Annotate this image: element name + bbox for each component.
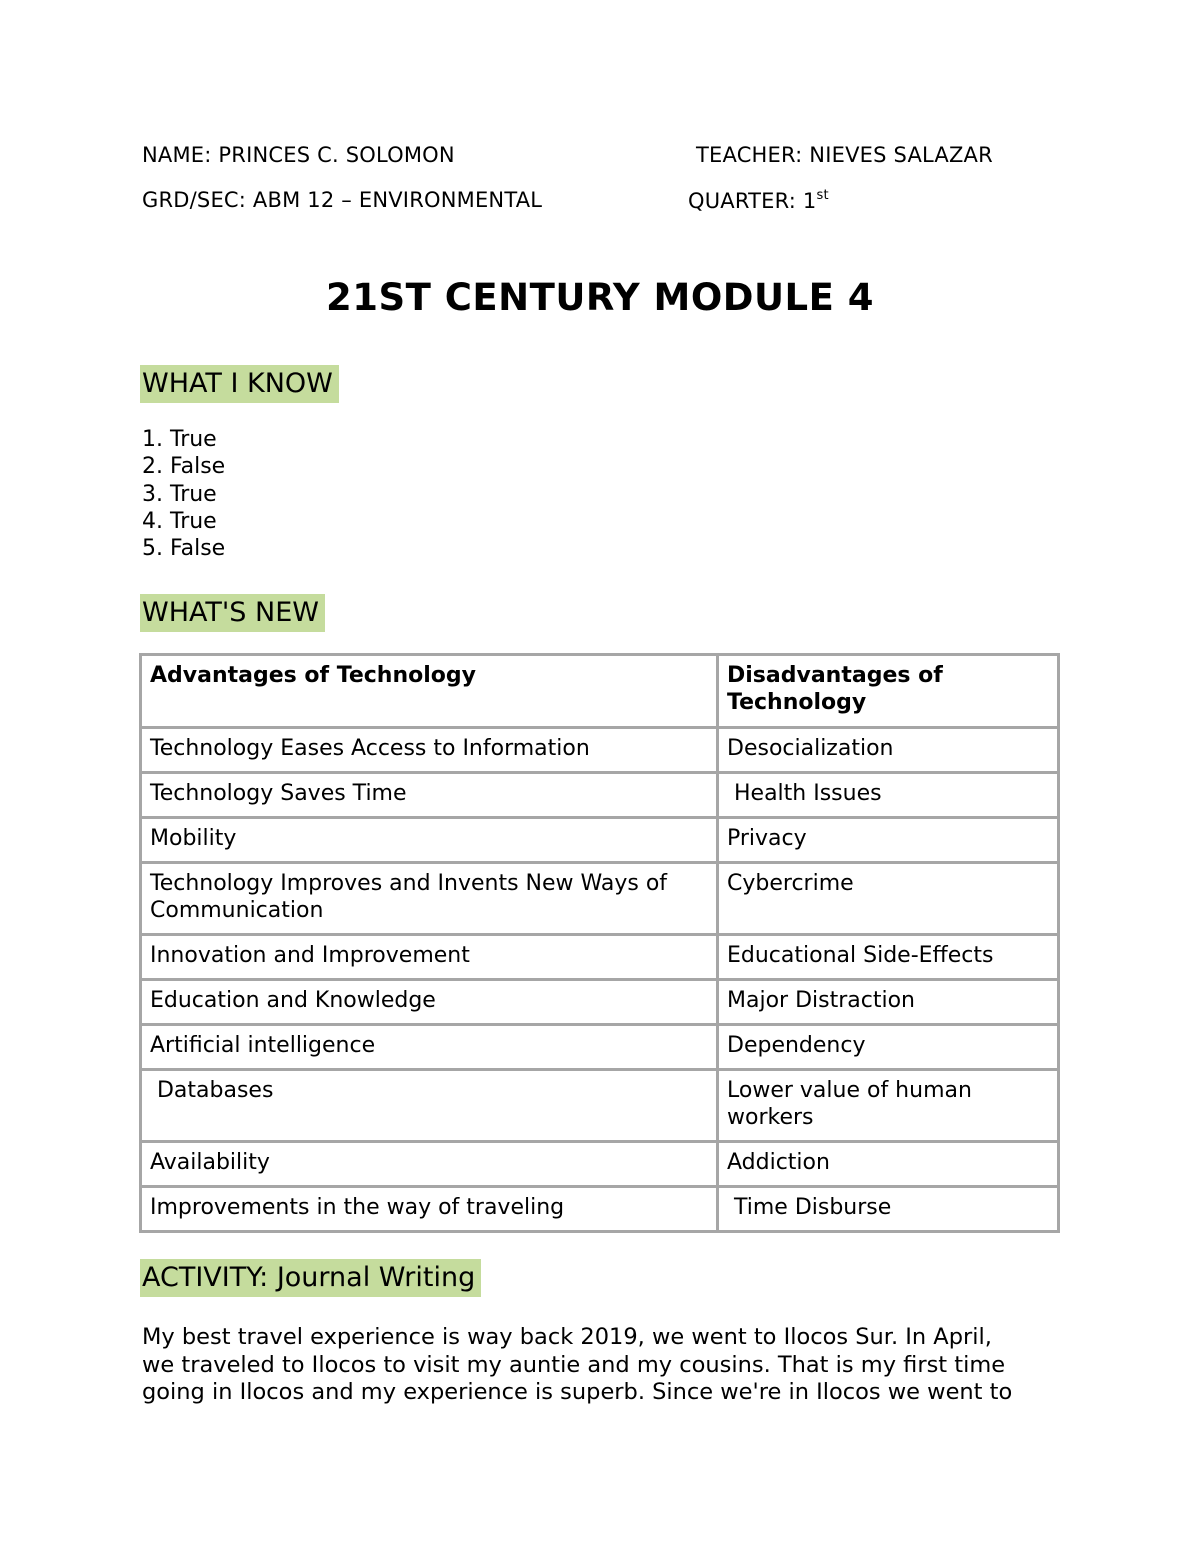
table-cell-advantage: Databases xyxy=(141,1070,718,1142)
table-cell-advantage: Improvements in the way of traveling xyxy=(141,1187,718,1232)
table-row xyxy=(141,1142,1059,1187)
section-heading-activity: ACTIVITY: Journal Writing xyxy=(140,1259,481,1297)
journal-paragraph xyxy=(142,1324,1062,1407)
section-heading-what-i-know: WHAT I KNOW xyxy=(140,365,339,403)
table-row xyxy=(141,773,1059,818)
table-cell-advantage: Artificial intelligence xyxy=(141,1025,718,1070)
section-activity xyxy=(140,1259,481,1297)
page-title: 21ST CENTURY MODULE 4 xyxy=(325,276,875,319)
column-header-advantages: Advantages of Technology xyxy=(141,655,718,728)
table-cell-disadvantage: Addiction xyxy=(718,1142,1059,1187)
table-cell-advantage: Education and Knowledge xyxy=(141,980,718,1025)
table-row xyxy=(141,1025,1059,1070)
section-what-i-know xyxy=(140,365,339,403)
table-row xyxy=(141,935,1059,980)
table-header-row xyxy=(141,655,1059,728)
table-cell-advantage: Technology Improves and Invents New Ways of Communication xyxy=(141,863,718,935)
quarter-suffix: st xyxy=(816,188,829,203)
answer-item: 5. False xyxy=(142,536,226,562)
quarter xyxy=(688,188,829,213)
advantages-disadvantages-table xyxy=(139,653,1060,1233)
table-cell-disadvantage: Time Disburse xyxy=(718,1187,1059,1232)
section-whats-new xyxy=(140,594,325,632)
answer-item: 3. True xyxy=(142,481,217,507)
table-cell-disadvantage: Desocialization xyxy=(718,728,1059,773)
answer-list xyxy=(142,426,225,562)
student-name: NAME: PRINCES C. SOLOMON xyxy=(142,143,455,167)
table-row xyxy=(141,818,1059,863)
table-cell-disadvantage: Privacy xyxy=(718,818,1059,863)
table-cell-advantage: Mobility xyxy=(141,818,718,863)
answer-item: 2. False xyxy=(142,454,226,480)
table-row xyxy=(141,1187,1059,1232)
grade-section: GRD/SEC: ABM 12 – ENVIRONMENTAL xyxy=(142,188,543,212)
table-cell-disadvantage: Lower value of human workers xyxy=(718,1070,1059,1142)
table-cell-advantage: Technology Saves Time xyxy=(141,773,718,818)
journal-line: My best travel experience is way back 2019, we went to Ilocos Sur. In April, xyxy=(142,1324,992,1350)
table-row xyxy=(141,980,1059,1025)
table-cell-disadvantage: Dependency xyxy=(718,1025,1059,1070)
journal-line: going in Ilocos and my experience is superb. Since we're in Ilocos we went to xyxy=(142,1379,1013,1405)
quarter-text: QUARTER: 1 xyxy=(688,189,817,213)
table-cell-disadvantage: Health Issues xyxy=(718,773,1059,818)
table-row xyxy=(141,1070,1059,1142)
table-cell-disadvantage: Cybercrime xyxy=(718,863,1059,935)
table-row xyxy=(141,728,1059,773)
answer-item: 4. True xyxy=(142,508,217,534)
table-row xyxy=(141,863,1059,935)
section-heading-whats-new: WHAT'S NEW xyxy=(140,594,325,632)
table-cell-advantage: Innovation and Improvement xyxy=(141,935,718,980)
teacher-name: TEACHER: NIEVES SALAZAR xyxy=(696,143,993,167)
table-cell-advantage: Technology Eases Access to Information xyxy=(141,728,718,773)
column-header-disadvantages: Disadvantages of Technology xyxy=(718,655,1059,728)
table-cell-disadvantage: Educational Side-Effects xyxy=(718,935,1059,980)
table-cell-advantage: Availability xyxy=(141,1142,718,1187)
answer-item: 1. True xyxy=(142,427,217,452)
journal-line: we traveled to Ilocos to visit my auntie and my cousins. That is my first time xyxy=(142,1351,1006,1378)
table-cell-disadvantage: Major Distraction xyxy=(718,980,1059,1025)
